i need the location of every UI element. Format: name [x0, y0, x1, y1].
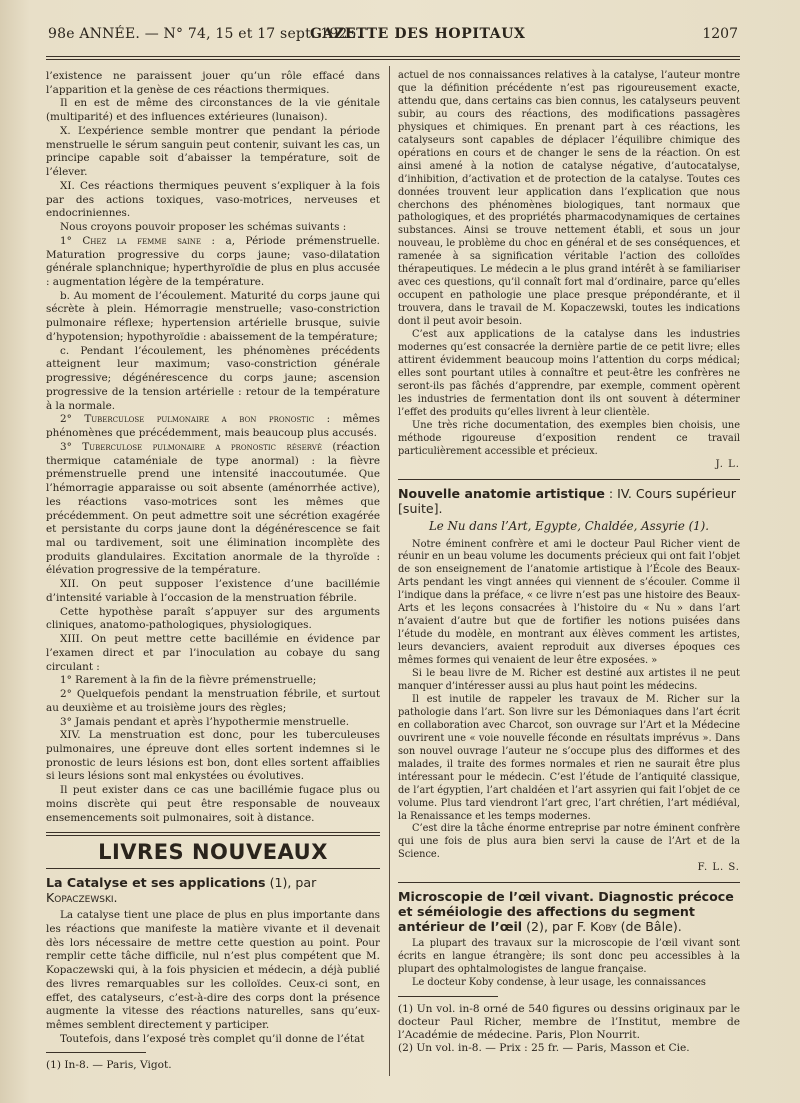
review-subtitle: Le Nu dans l’Art, Egypte, Chaldée, Assyrie (1). — [428, 518, 710, 533]
paragraph: Cette hypothèse paraît s’appuyer sur des arguments cliniques, anatomo-pathologiques, physiologiques. — [46, 605, 380, 632]
paragraph: Une très riche documentation, des exemples bien choisis, une méthode rigoureuse d’exposition rendent ce travail particulièrement accessible et précieux. — [398, 419, 740, 457]
footnote: (1) In-8. — Paris, Vigot. — [46, 1059, 172, 1072]
list-item: 3° Jamais pendant et après l’hypothermie menstruelle. — [60, 715, 350, 728]
paragraph: XIV. La menstruation est donc, pour les tuberculeuses pulmonaires, une épreuve dont elles sortent indemnes si le pronostic de leurs lésions est bon, dont elles sortent affaiblies si leurs lésions sont mal enkystées ou évolutives. — [46, 729, 380, 783]
right-column — [398, 70, 740, 1055]
review-title: Nouvelle anatomie artistique — [398, 485, 605, 501]
header-rule — [46, 56, 740, 57]
schema-1-b: b. Au moment de l’écoulement. Maturité du corps jaune qui sécrète à plein. Hémorragie menstruelle; vaso-constriction pulmonaire réflexe; hypertension artérielle brusque, suivie d’hypotension; hypothyroïdie : abaissement de la température; — [46, 289, 380, 343]
paragraph: Il est inutile de rappeler les travaux de M. Richer sur la pathologie dans l’art. Son livre sur les Démoniaques dans l’art écrit en collaboration avec Charcot, son ouvrage sur l’Art et la Médecine ouvrirent une « voie nouvelle féconde en résultats imprévus ». Dans son nouvel ouvrage l’auteur ne s’occupe plus des difformes et des malades, il traite des formes normales et rien ne saurait être plus intéressant pour le médecin. C’est l’étude de l’antiquité classique, de l’art égyptien, l’art chaldéen et l’art assyrien qui fait l’objet de ce volume. Plus tard viendront l’art grec, l’art chrétien, l’art médiéval, la Renaissance et les temps modernes. — [398, 693, 740, 822]
header-rule-double — [46, 59, 740, 60]
section-rule — [46, 832, 380, 833]
review-title: La Catalyse et ses applications — [46, 875, 266, 891]
page-header — [48, 26, 738, 48]
footnote-rule — [398, 996, 498, 997]
paragraph: XI. Ces réactions thermiques peuvent s’expliquer à la fois par des actions toxiques, vaso-motrices, nerveuses et endocriniennes. — [46, 179, 380, 220]
review-title: Microscopie de l’œil vivant. Diagnostic précoce et séméiologie des affections du segment antérieur de l’œil — [398, 889, 734, 935]
paragraph: Notre éminent confrère et ami le docteur Paul Richer vient de réunir en un beau volume les documents précieux qui ont fait l’objet de son enseignement de l’anatomie artistique à l’École des Beaux-Arts pendant les vingt années qui viennent de s’écouler. Comme il l’indique dans la préface, « ce livre n’est pas une histoire des Beaux-Arts et les leçons consacrées à l’histoire du « Nu » dans l’art n’avaient d’autre but que de fortifier les notions puisées dans l’étude du modèle, en montrant aux élèves comment les artistes, leurs devanciers, avaient reproduit aux diverses époques ces mêmes formes qui venaient de leur être exposées. » — [398, 538, 741, 667]
paragraph: Il en est de même des circonstances de la vie génitale (multiparité) et des influences extérieures (lunaison). — [46, 97, 380, 124]
journal-title: GAZETTE DES HOPITAUX — [310, 26, 526, 42]
paragraph: La plupart des travaux sur la microscopie de l’œil vivant sont écrits en langue étrangère; ils sont donc peu accessibles à la plupart des ophtalmologistes de langue française. — [398, 938, 740, 976]
paragraph: Toutefois, dans l’exposé très complet qu’il donne de l’état — [60, 1032, 365, 1045]
paragraph: C’est aux applications de la catalyse dans les industries modernes qu’est consacrée la dernière partie de ce petit livre; elles attirent évidemment beaucoup moins l’attention du corps médical; elles sont pourtant utiles à connaître et peut-être les confrères ne seront-ils pas fâchés d’apprendre, par exemple, comment opèrent les industries de fermentation dont ils ont souvent à déterminer l’effet des produits qu’elles livrent à leur clientèle. — [398, 329, 740, 418]
paragraph: Nous croyons pouvoir proposer les schémas suivants : — [60, 221, 347, 234]
paragraph: Si le beau livre de M. Richer est destiné aux artistes il ne peut manquer d’intéresser aussi au plus haut point les médecins. — [398, 668, 740, 692]
schema-1: 1° Chez la femme saine : a, Période prémenstruelle. Maturation progressive du corps jaune; vaso-dilatation générale splanchnique; hyperthyroïdie de plus en plus accusée : augmentation légère de la température. — [46, 234, 380, 289]
review-heading: Nouvelle anatomie artistique : IV. Cours supérieur [suite]. — [398, 485, 736, 516]
paragraph: La catalyse tient une place de plus en plus importante dans les réactions que manifeste la matière vivante et il devenait dès lors nécessaire de mettre cette question au point. Pour remplir cette tâche difficile, nul n’est plus compétent que M. Kopaczewski qui, à la fois physicien et médecin, a déjà publié des livres remarquables sur les colloïdes. Ceux-ci sont, en effet, des catalyseurs, c’est-à-dire des corps dont la présence augmente la vitesse des réactions naturelles, sans qu’eux-mêmes semblent directement y participer. — [46, 909, 380, 1031]
footnote: (2) Un vol. in-8. — Prix : 25 fr. — Paris, Masson et Cie. — [398, 1042, 690, 1055]
review-author: Koby — [590, 919, 617, 935]
section-rule — [398, 882, 740, 883]
review-heading: La Catalyse et ses applications (1), par Kopaczewski. — [46, 875, 317, 906]
review-heading: Microscopie de l’œil vivant. Diagnostic précoce et séméiologie des affections du segment antérieur de l’œil (2), par F. Koby (de Bâle). — [398, 889, 734, 935]
list-item: 2° Quelquefois pendant la menstruation fébrile, et surtout au deuxième et au troisième jours des règles; — [46, 688, 380, 714]
schema-1-c: c. Pendant l’écoulement, les phénomènes précédents atteignent leur maximum; vaso-constriction générale progressive; dégénérescence du corps jaune; ascension progressive de la tension artérielle : retour de la température à la normale. — [46, 344, 380, 412]
signature: J. L. — [715, 458, 740, 470]
schema-2: 2° Tuberculose pulmonaire a bon pronostic : mêmes phénomènes que précédemment, mais beaucoup plus accusés. — [46, 413, 380, 440]
review-author: Kopaczewski. — [46, 890, 118, 906]
left-column — [46, 70, 380, 1072]
paragraph: C’est dire la tâche énorme entreprise par notre éminent confrère qui une fois de plus aura bien servi la cause de l’Art et de la Science. — [398, 823, 740, 861]
signature: F. L. S. — [697, 862, 740, 874]
paragraph: Il peut exister dans ce cas une bacillémie fugace plus ou moins discrète qui peut être responsable de nouveaux ensemencements soit pulmonaires, soit à distance. — [46, 784, 380, 824]
schema-2-label: 2° Tuberculose pulmonaire a bon pronostic : — [60, 413, 331, 426]
paragraph: XII. On peut supposer l’existence d’une bacillémie d’intensité variable à l’occasion de la menstruation fébrile. — [46, 578, 380, 604]
section-rule — [398, 479, 740, 480]
schema-3: 3° Tuberculose pulmonaire a pronostic réservé (réaction thermique cataméniale de type anormal) : la fièvre prémenstruelle prend une intensité inaccoutumée. Que l’hémorragie apparaisse ou soit absente (aménorrhée active), les réactions vaso-motrices sont les mêmes que précédemment. On peut admettre soit une sécrétion exagérée et persistante du corps jaune dont la dégénérescence se fait mal ou tardivement, soit une élimination incomplète des produits glandulaires. Excitation anormale de la thyroïde : élévation progressive de la température. — [46, 440, 380, 577]
issue-info: 98e ANNÉE. — N° 74, 15 et 17 sept. 1925. — [48, 26, 362, 42]
section-title: LIVRES NOUVEAUX — [98, 840, 328, 865]
paragraph: l’existence ne paraissent jouer qu’un rôle effacé dans l’apparition et la genèse de ces réactions thermiques. — [46, 70, 380, 96]
section-rule — [46, 835, 380, 836]
list-item: 1° Rarement à la fin de la fièvre prémenstruelle; — [60, 674, 317, 687]
footnote-rule — [46, 1052, 146, 1053]
paragraph: XIII. On peut mettre cette bacillémie en évidence par l’examen direct et par l’inoculation au cobaye du sang circulant : — [46, 633, 380, 673]
schema-3-label: 3° Tuberculose pulmonaire a pronostic réservé — [60, 440, 322, 453]
column-divider — [389, 66, 390, 1076]
section-rule — [46, 868, 380, 869]
page-number: 1207 — [702, 26, 738, 42]
footnote: (1) Un vol. in-8 orné de 540 figures ou dessins originaux par le docteur Paul Richer, membre de l’Institut, membre de l’Académie de médecine. Paris, Plon Nourrit. — [398, 1003, 740, 1042]
paragraph: X. L’expérience semble montrer que pendant la période menstruelle le sérum sanguin peut contenir, suivant les cas, un principe capable soit d’abaisser la température, soit de l’élever. — [46, 124, 380, 179]
paragraph: actuel de nos connaissances relatives à la catalyse, l’auteur montre que la définition précédente n’est pas rigoureusement exacte, attendu que, dans certains cas bien connus, les catalyseurs peuvent subir, au cours des réactions, des modifications passagères physiques et chimiques. En prenant part à ces réactions, les catalyseurs sont capables de déplacer l’équilibre chimique des opérations en cours et de changer le sens de la réaction. On est ainsi amené à la notion de catalyse négative, d’autocatalyse, d’inhibition, d’activation et de protection de la catalyse. Toutes ces données trouvent leur application dans l’explication que nous cherchons des phénomènes biologiques, tant normaux que pathologiques, et des propriétés pharmacodynamiques de certaines substances. Ainsi se trouve nettement établi, et sous un jour nouveau, le problème du choc en général et de ses conséquences, et ramenée à sa signification véritable l’action des colloïdes thérapeutiques. Le médecin a le plus grand intérêt à se familiariser avec ces questions, qu’il connaît fort mal d’ordinaire, parce qu’elles occupent en pathologie une place presque prépondérante, et il trouvera, dans le travail de M. Kopaczewski, toutes les indications dont il peut avoir besoin. — [398, 70, 740, 328]
paragraph: Le docteur Koby condense, à leur usage, les connaissances — [412, 977, 706, 989]
schema-1-label: 1° Chez la femme saine : — [60, 234, 215, 247]
